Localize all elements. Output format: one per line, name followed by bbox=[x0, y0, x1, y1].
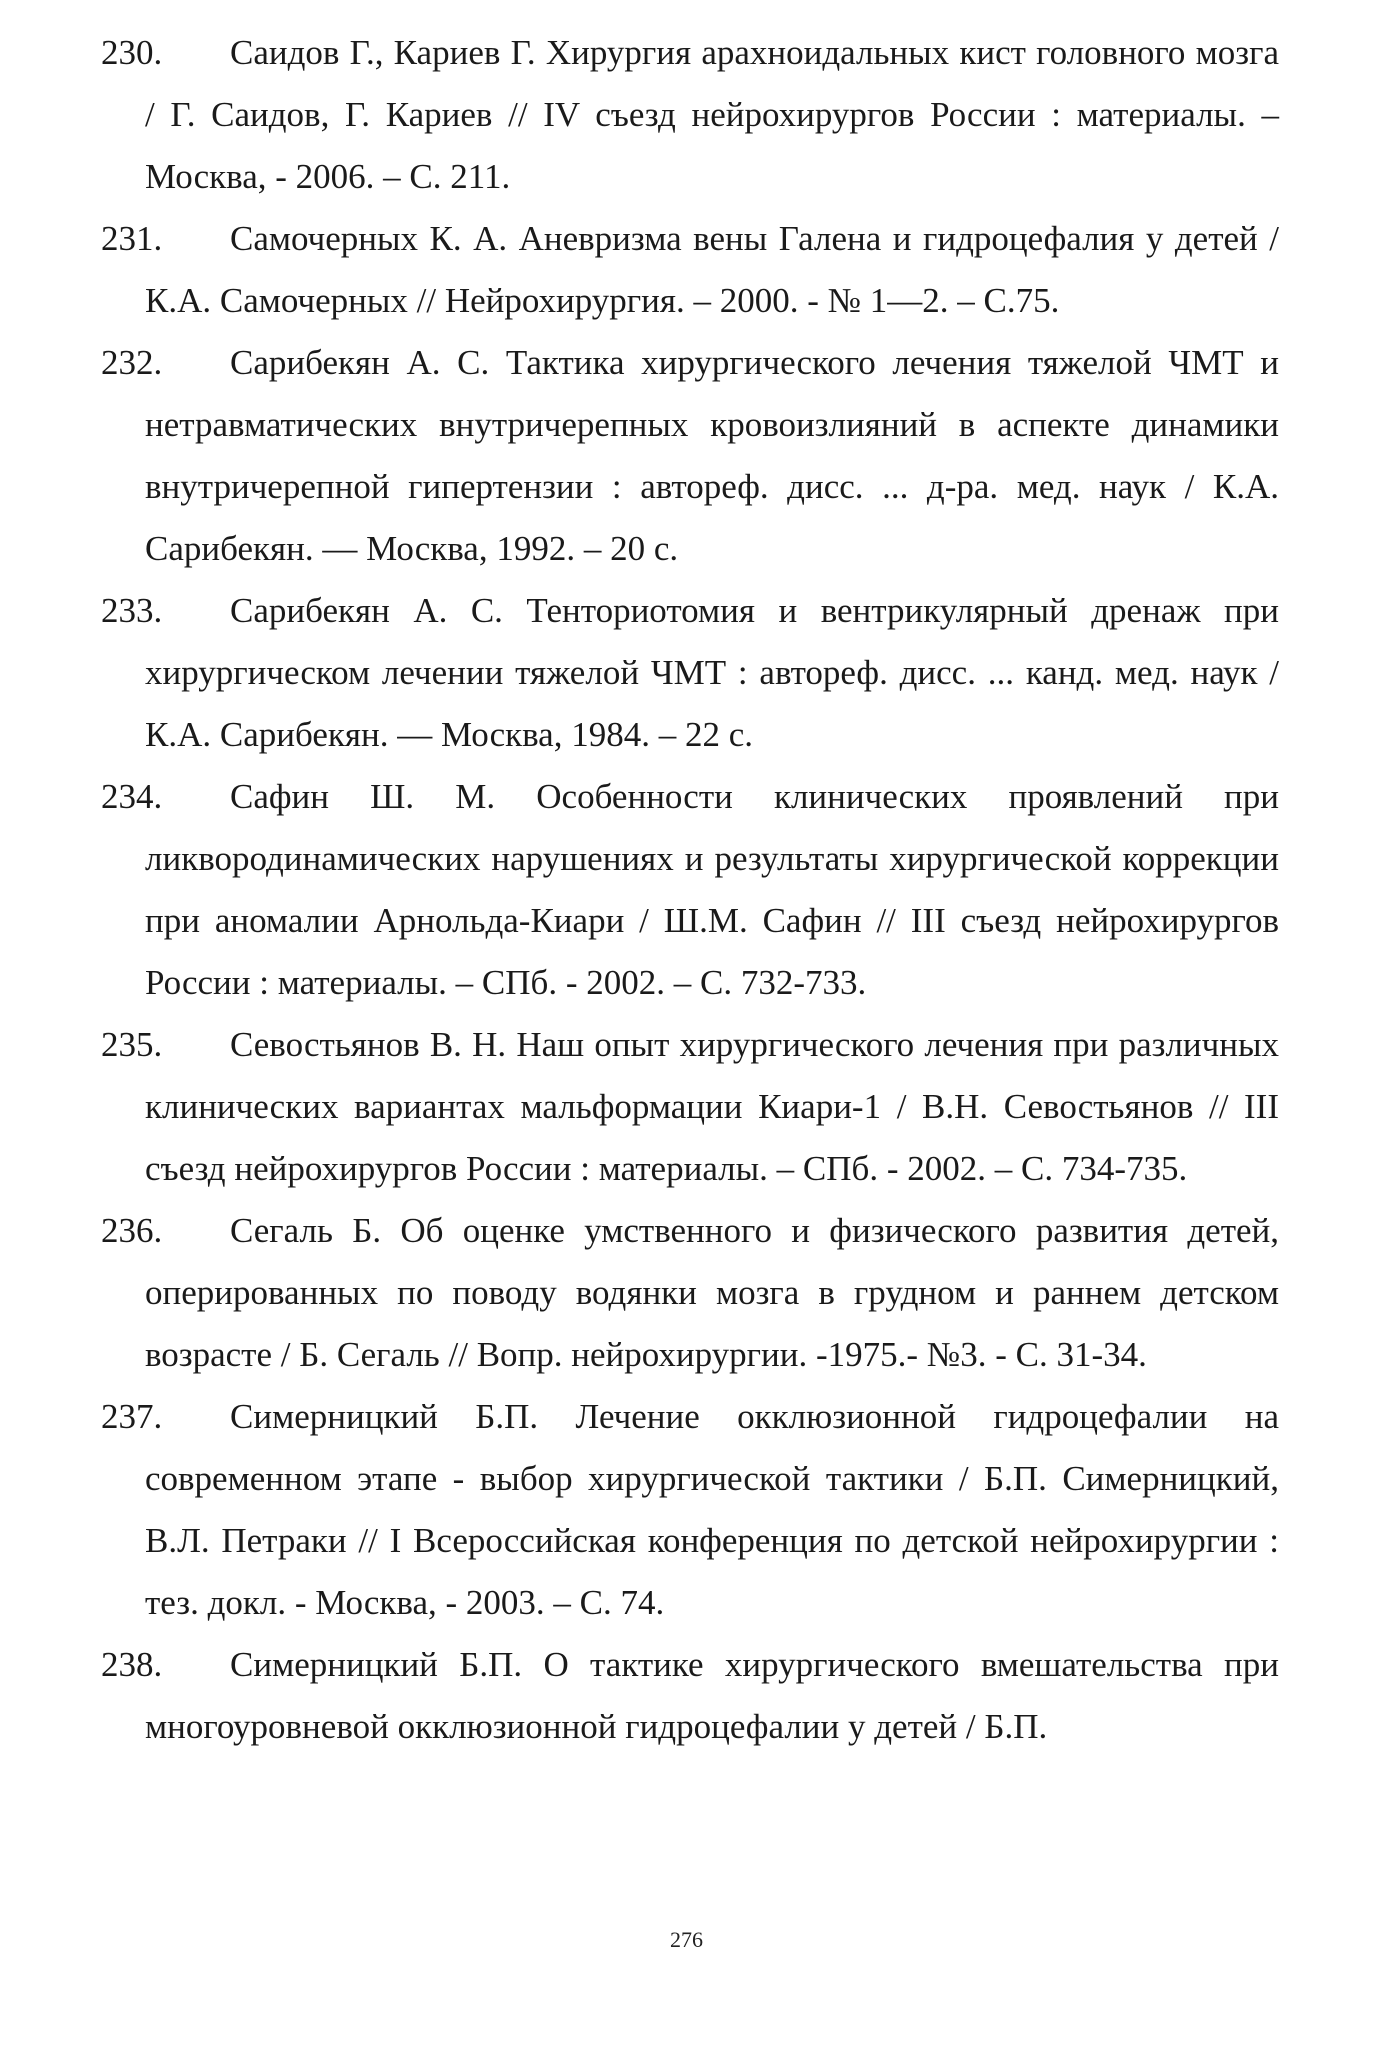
reference-text: Самочерных К. А. Аневризма вены Галена и гидроцефалия у детей / К.А. Самочерных // Нейрохирургия. – 2000. - № 1—2. – С.75. bbox=[145, 219, 1279, 320]
reference-item-231 bbox=[101, 208, 1279, 332]
reference-number: 232. bbox=[101, 343, 163, 382]
reference-text: Симерницкий Б.П. О тактике хирургического вмешательства при многоуровневой окклюзионной гидроцефалии у детей / Б.П. bbox=[145, 1645, 1279, 1746]
page-number: 276 bbox=[670, 1927, 703, 1952]
reference-item-238 bbox=[101, 1634, 1279, 1758]
reference-item-232 bbox=[101, 332, 1279, 580]
reference-list bbox=[101, 22, 1279, 1758]
reference-text: Сегаль Б. Об оценке умственного и физического развития детей, оперированных по поводу водянки мозга в грудном и раннем детском возрасте / Б. Сегаль // Вопр. нейрохирургии. -1975.- №3. - С. 31-34. bbox=[145, 1211, 1279, 1374]
reference-number: 238. bbox=[101, 1645, 163, 1684]
reference-text: Севостьянов В. Н. Наш опыт хирургического лечения при различных клинических вариантах мальформации Киари-1 / В.Н. Севостьянов // III съезд нейрохирургов России : материалы. – СПб. - 2002. – С. 734-735. bbox=[145, 1025, 1279, 1188]
reference-item-237 bbox=[101, 1386, 1279, 1634]
reference-number: 236. bbox=[101, 1211, 163, 1250]
reference-number: 233. bbox=[101, 591, 163, 630]
reference-text: Сафин Ш. М. Особенности клинических проявлений при ликвородинамических нарушениях и результаты хирургической коррекции при аномалии Арнольда-Киари / Ш.М. Сафин // III съезд нейрохирургов России : материалы. – СПб. - 2002. – С. 732-733. bbox=[145, 777, 1279, 1002]
reference-number: 230. bbox=[101, 33, 163, 72]
reference-item-234 bbox=[101, 766, 1279, 1014]
reference-number: 231. bbox=[101, 219, 163, 258]
reference-item-235 bbox=[101, 1014, 1279, 1200]
reference-item-233 bbox=[101, 580, 1279, 766]
reference-text: Симерницкий Б.П. Лечение окклюзионной гидроцефалии на современном этапе - выбор хирургической тактики / Б.П. Симерницкий, В.Л. Петраки // I Всероссийская конференция по детской нейрохирургии : тез. докл. - Москва, - 2003. – С. 74. bbox=[145, 1397, 1279, 1622]
reference-item-236 bbox=[101, 1200, 1279, 1386]
reference-number: 235. bbox=[101, 1025, 163, 1064]
reference-item-230 bbox=[101, 22, 1279, 208]
reference-text: Сарибекян А. С. Тенториотомия и вентрикулярный дренаж при хирургическом лечении тяжелой ЧМТ : автореф. дисс. ... канд. мед. наук / К.А. Сарибекян. — Москва, 1984. – 22 с. bbox=[145, 591, 1279, 754]
reference-number: 237. bbox=[101, 1397, 163, 1436]
reference-number: 234. bbox=[101, 777, 163, 816]
reference-text: Сарибекян А. С. Тактика хирургического лечения тяжелой ЧМТ и нетравматических внутричерепных кровоизлияний в аспекте динамики внутричерепной гипертензии : автореф. дисс. ... д-ра. мед. наук / К.А. Сарибекян. — Москва, 1992. – 20 с. bbox=[145, 343, 1279, 568]
reference-text: Саидов Г., Кариев Г. Хирургия арахноидальных кист головного мозга / Г. Саидов, Г. Кариев // IV съезд нейрохирургов России : материалы. – Москва, - 2006. – С. 211. bbox=[145, 33, 1279, 196]
